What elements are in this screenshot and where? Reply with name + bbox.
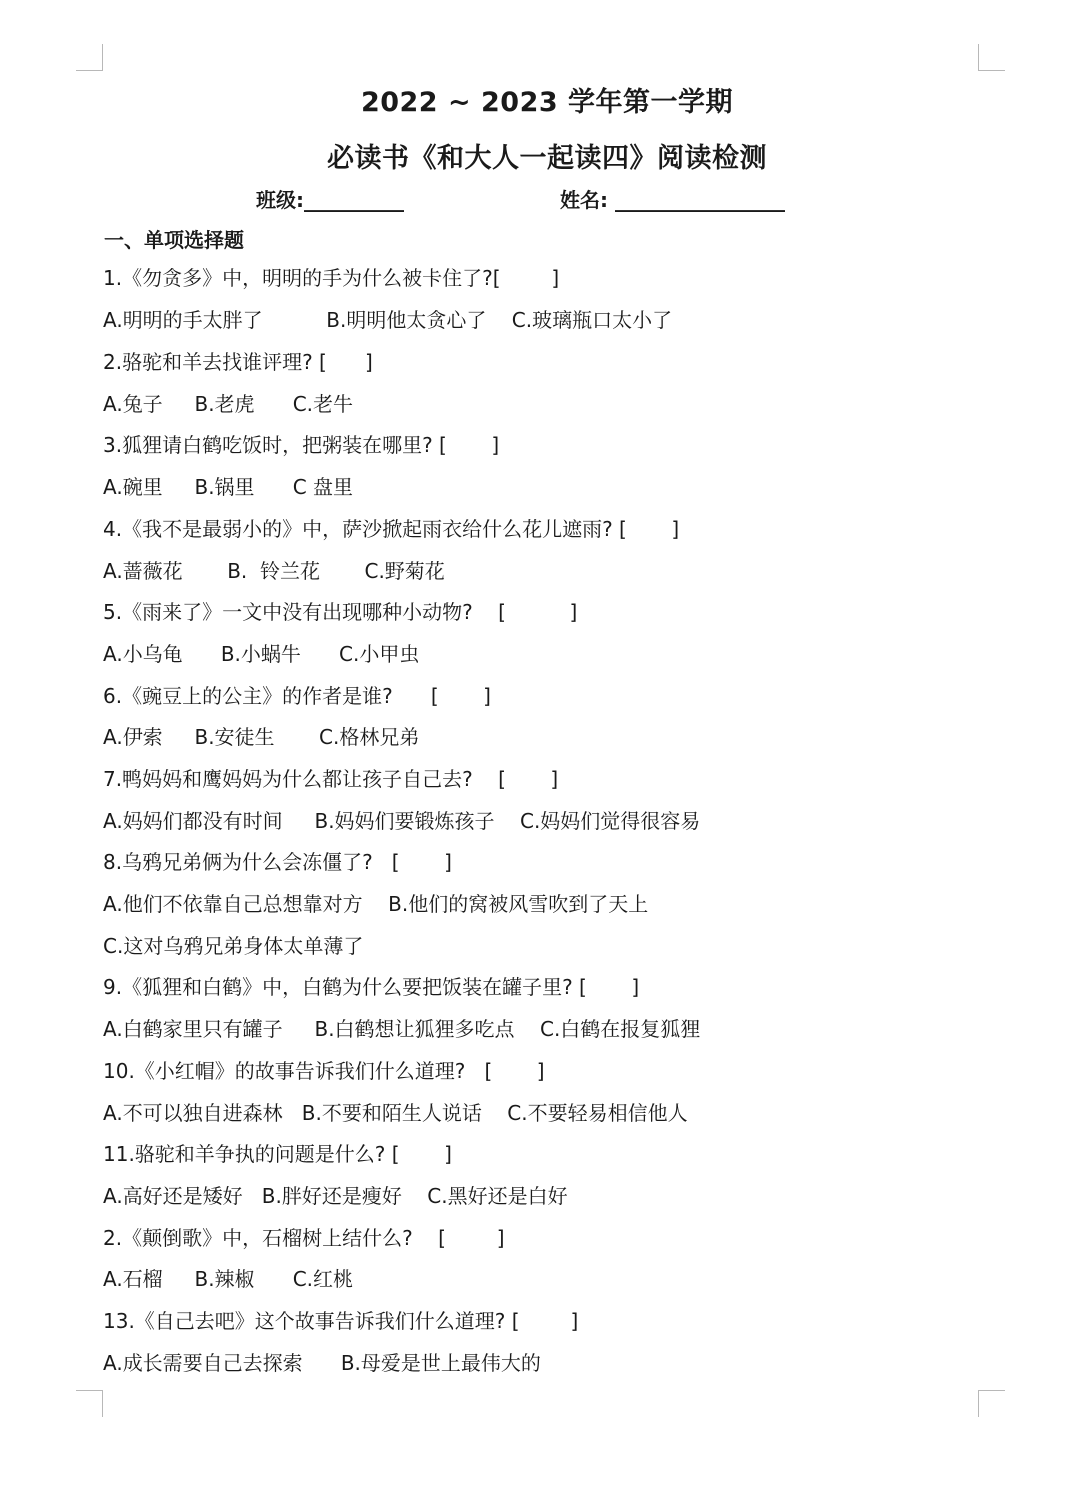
question-13: 13.《自己去吧》这个故事告诉我们什么道理? [ ] (103, 1309, 579, 1333)
options-4: A.蔷薇花 B. 铃兰花 C.野菊花 (103, 559, 445, 583)
question-7: 7.鸭妈妈和鹰妈妈为什么都让孩子自己去? [ ] (103, 767, 559, 791)
section-heading: 一、单项选择题 (104, 228, 244, 252)
options-11: A.高好还是矮好 B.胖好还是瘦好 C.黑好还是白好 (103, 1184, 568, 1208)
options-12: A.石榴 B.辣椒 C.红桃 (103, 1267, 354, 1291)
options-9: A.白鹤家里只有罐子 B.白鹤想让狐狸多吃点 C.白鹤在报复狐狸 (103, 1017, 701, 1041)
question-10: 10.《小红帽》的故事告诉我们什么道理? [ ] (103, 1059, 545, 1083)
question-5: 5.《雨来了》一文中没有出现哪种小动物? [ ] (103, 600, 578, 624)
options-3: A.碗里 B.锅里 C 盘里 (103, 475, 354, 499)
question-11: 11.骆驼和羊争执的问题是什么? [ ] (103, 1142, 452, 1166)
name-field: 姓名: _________________ (560, 188, 785, 212)
options-5: A.小乌龟 B.小蜗牛 C.小甲虫 (103, 642, 420, 666)
crop-mark-top-left (76, 44, 103, 71)
options-8: A.他们不依靠自己总想靠对方 B.他们的窝被风雪吹到了天上 (103, 892, 649, 916)
question-2: 2.骆驼和羊去找谁评理? [ ] (103, 350, 373, 374)
question-4: 4.《我不是最弱小的》中，萨沙掀起雨衣给什么花儿遮雨? [ ] (103, 517, 680, 541)
page-subtitle: 必读书《和大人一起读四》阅读检测 (327, 143, 767, 174)
class-field: 班级:__________ (256, 188, 404, 212)
crop-mark-bottom-left (76, 1390, 103, 1417)
question-12: 2.《颠倒歌》中，石榴树上结什么? [ ] (103, 1226, 505, 1250)
question-1: 1.《勿贪多》中，明明的手为什么被卡住了?[ ] (103, 266, 560, 290)
question-6: 6.《豌豆上的公主》的作者是谁? [ ] (103, 684, 491, 708)
options-2: A.兔子 B.老虎 C.老牛 (103, 392, 354, 416)
options-13: A.成长需要自己去探索 B.母爱是世上最伟大的 (103, 1351, 541, 1375)
page-title: 2022 ~ 2023 学年第一学期 (360, 87, 734, 118)
crop-mark-top-right (978, 44, 1005, 71)
options-1: A.明明的手太胖了 B.明明他太贪心了 C.玻璃瓶口太小了 (103, 308, 673, 332)
options-8-continued: C.这对乌鸦兄弟身体太单薄了 (103, 934, 364, 958)
crop-mark-bottom-right (978, 1390, 1005, 1417)
options-7: A.妈妈们都没有时间 B.妈妈们要锻炼孩子 C.妈妈们觉得很容易 (103, 809, 701, 833)
question-9: 9.《狐狸和白鹤》中，白鹤为什么要把饭装在罐子里? [ ] (103, 975, 640, 999)
question-8: 8.乌鸦兄弟俩为什么会冻僵了? [ ] (103, 850, 452, 874)
options-10: A.不可以独自进森林 B.不要和陌生人说话 C.不要轻易相信他人 (103, 1101, 688, 1125)
options-6: A.伊索 B.安徒生 C.格林兄弟 (103, 725, 420, 749)
question-3: 3.狐狸请白鹤吃饭时，把粥装在哪里? [ ] (103, 433, 500, 457)
